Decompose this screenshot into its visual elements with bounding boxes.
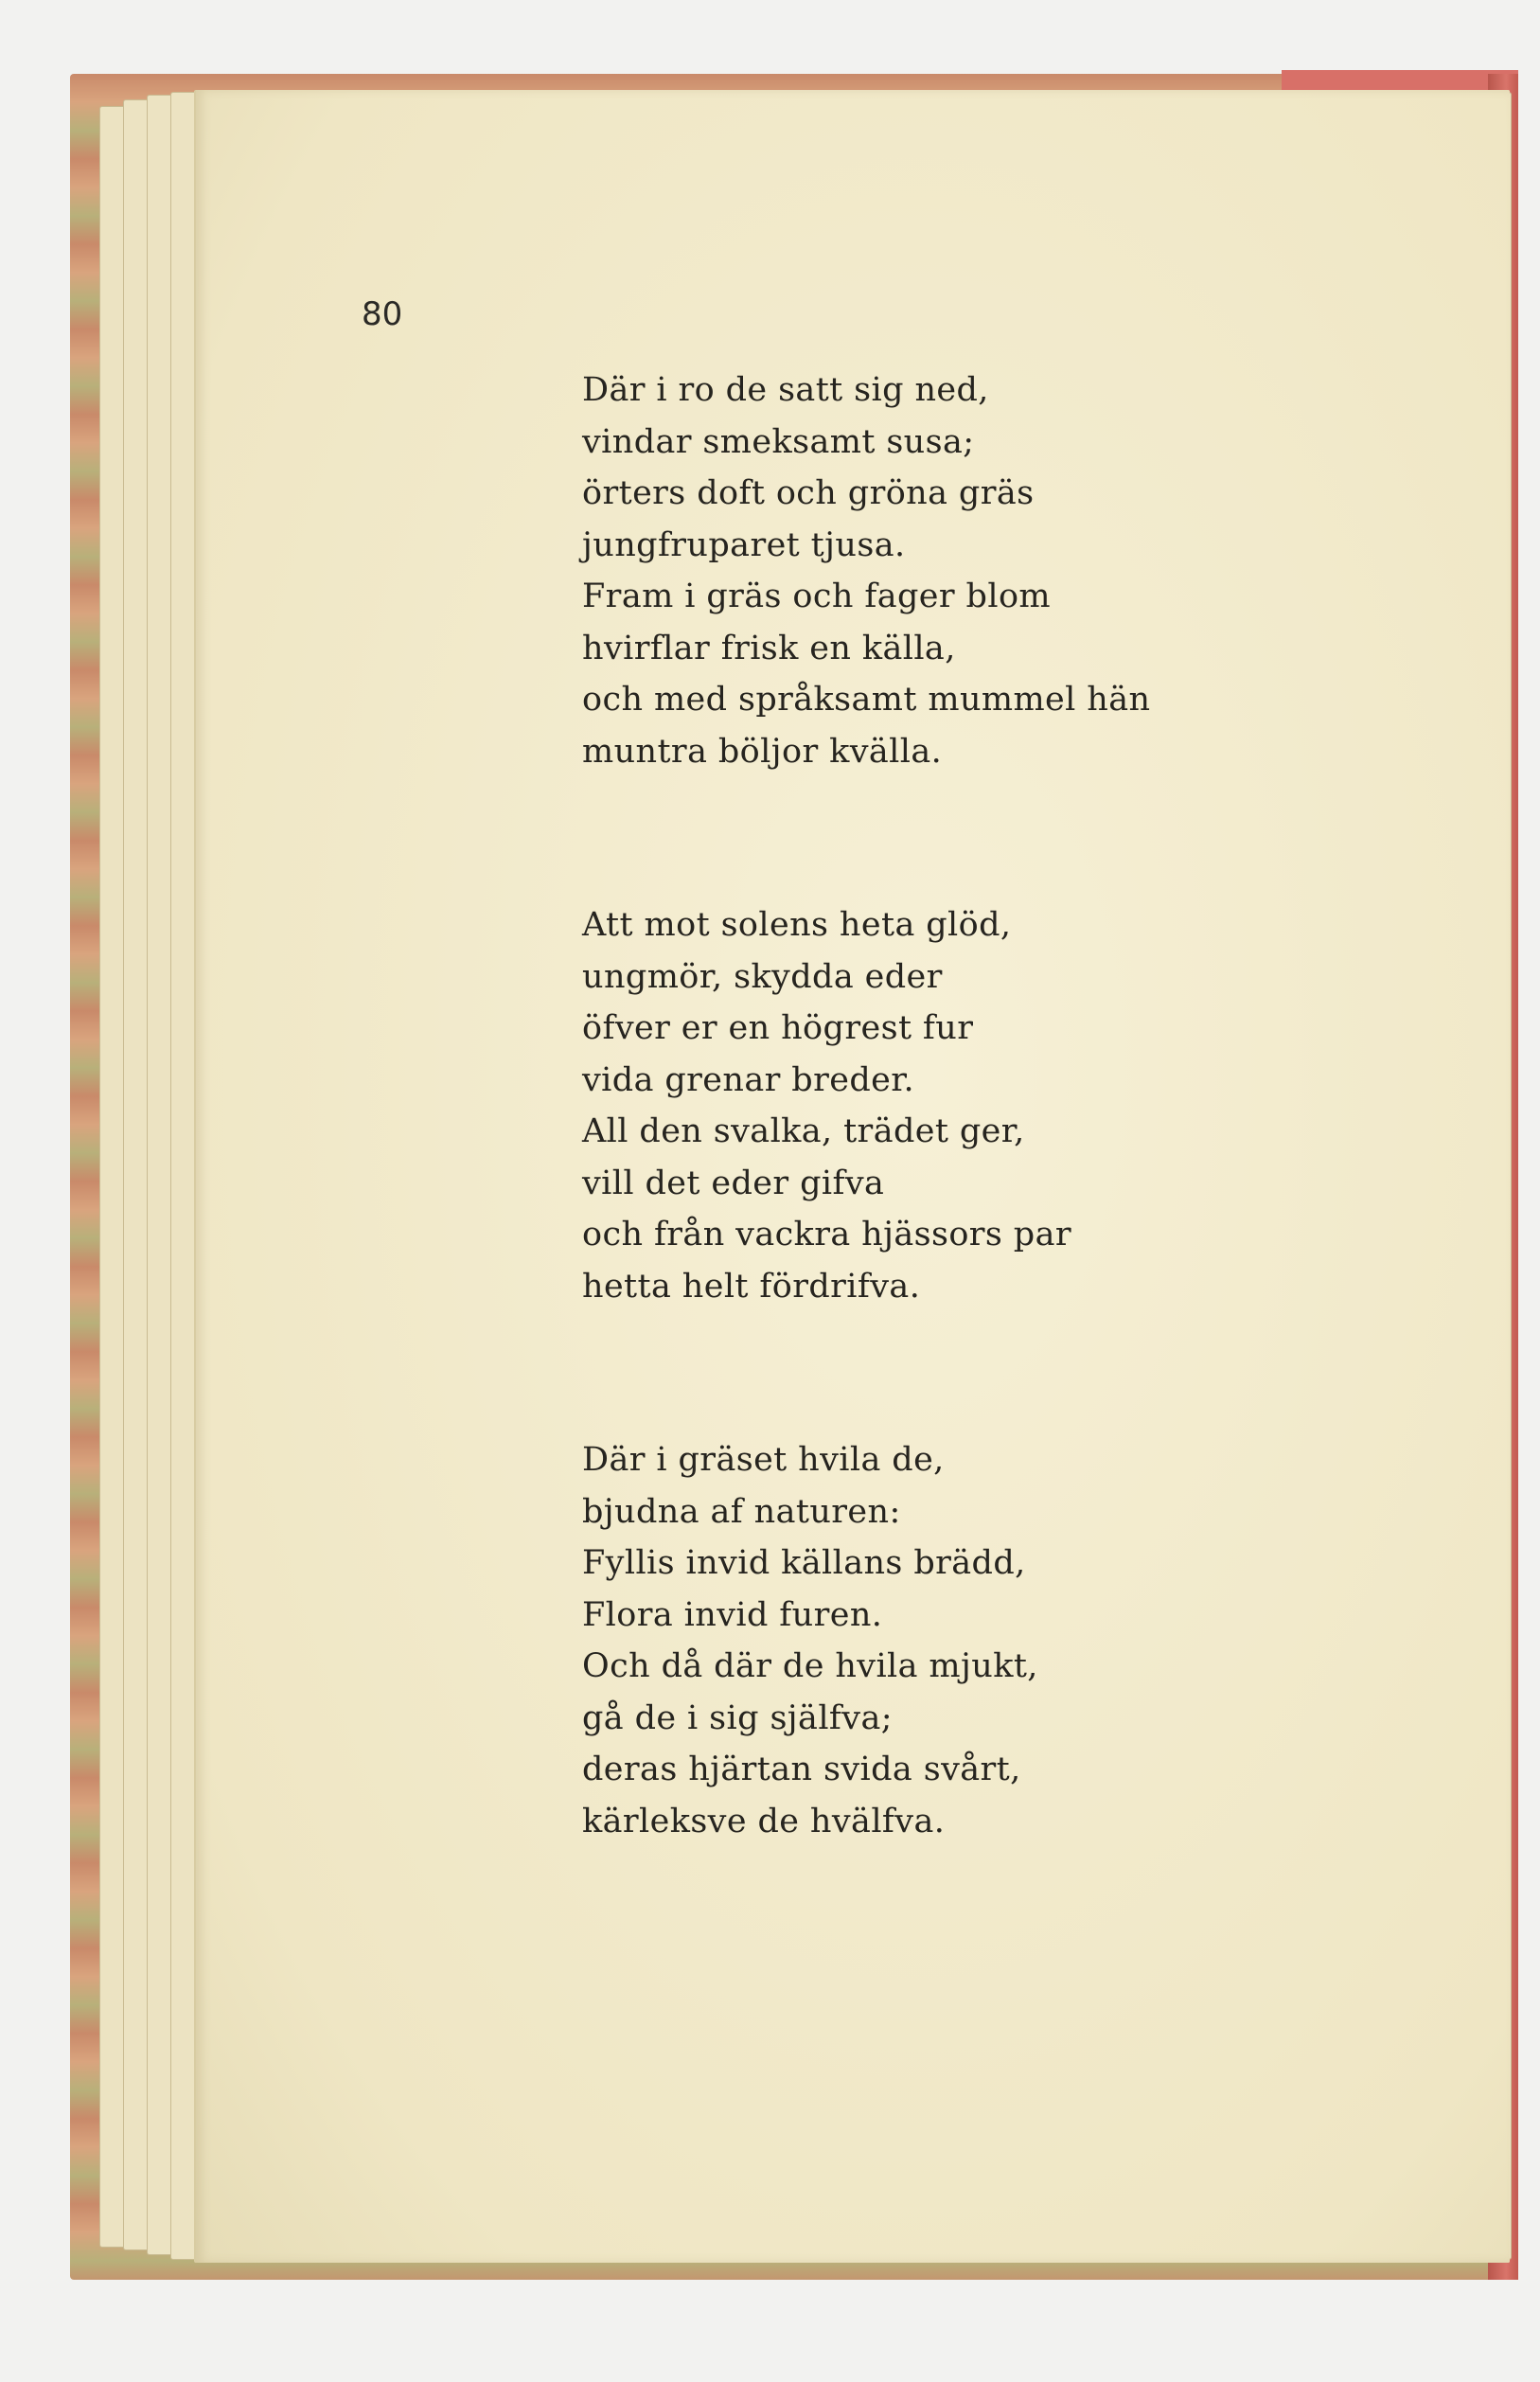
verse-line: Där i gräset hvila de,	[582, 1441, 945, 1479]
verse-line: och med språksamt mummel hän	[582, 681, 1151, 719]
stanza	[582, 1434, 1038, 1847]
verse-line: vindar smeksamt susa;	[582, 422, 975, 461]
verse-line: deras hjärtan svida svårt,	[582, 1751, 1021, 1788]
verse-line: gå de i sig själfva;	[582, 1698, 893, 1737]
verse-line: ungmör, skydda eder	[582, 957, 943, 996]
verse-line: muntra böljor kvälla.	[582, 732, 943, 771]
verse-line: örters doft och gröna gräs	[582, 474, 1035, 512]
page-number: 80	[362, 295, 403, 333]
verse-line: vida grenar breder.	[582, 1060, 915, 1099]
verse-line: Fyllis invid källans brädd,	[582, 1544, 1026, 1582]
verse-line: Att mot solens heta glöd,	[582, 906, 1012, 944]
verse-line: jungfruparet tjusa.	[582, 525, 906, 564]
verse-line: Och då där de hvila mjukt,	[582, 1647, 1038, 1685]
verse-line: hvirflar frisk en källa,	[582, 629, 956, 667]
stanza	[582, 364, 1150, 777]
verse-line: vill det eder gifva	[582, 1164, 885, 1202]
verse-line: Där i ro de satt sig ned,	[582, 371, 989, 409]
verse-line: hetta helt fördrifva.	[582, 1267, 921, 1306]
verse-line: kärleksve de hvälfva.	[582, 1802, 946, 1840]
verse-line: Flora invid furen.	[582, 1595, 883, 1634]
verse-line: bjudna af naturen:	[582, 1492, 901, 1531]
stanza	[582, 899, 1071, 1312]
verse-line: öfver er en högrest fur	[582, 1009, 974, 1047]
verse-line: Fram i gräs och fager blom	[582, 578, 1051, 615]
verse-line: All den svalka, trädet ger,	[582, 1112, 1025, 1150]
verse-line: och från vackra hjässors par	[582, 1216, 1072, 1253]
